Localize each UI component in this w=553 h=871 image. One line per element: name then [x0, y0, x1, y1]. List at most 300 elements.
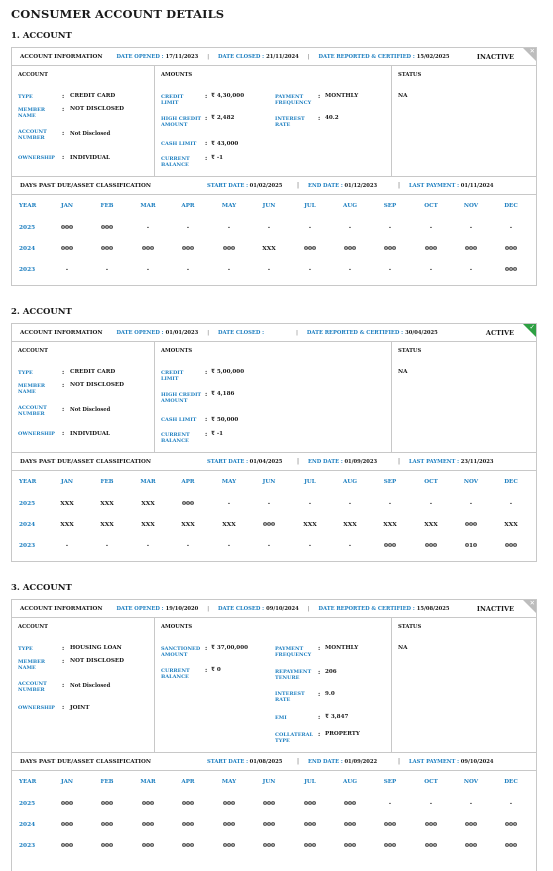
- row-year: 2024: [19, 822, 36, 828]
- dpd-cell: -: [348, 501, 352, 507]
- date-reported-label: DATE REPORTED & CERTIFIED :: [318, 605, 415, 612]
- credit-limit-label: CREDIT LIMIT: [161, 370, 184, 382]
- account-column: [12, 618, 155, 752]
- dpd-cell: -: [469, 225, 473, 231]
- status-value: NA: [398, 645, 408, 651]
- type-label: TYPE: [18, 94, 33, 100]
- account-2-heading: 2. ACCOUNT: [11, 307, 72, 317]
- member-name: NOT DISCLOSED: [70, 658, 125, 664]
- colon: :: [62, 406, 65, 413]
- end-date: 01/12/2023: [344, 183, 378, 189]
- dpd-cell: -: [186, 267, 190, 273]
- amounts-head: AMOUNTS: [161, 72, 193, 78]
- month-header: AUG: [343, 203, 357, 209]
- payment-frequency: MONTHLY: [325, 93, 359, 99]
- dpd-cell: 000: [181, 246, 195, 252]
- dpd-cell: -: [267, 543, 271, 549]
- dpd-cell: 000: [424, 246, 438, 252]
- dpd-cell: -: [348, 543, 352, 549]
- status-badge: INACTIVE: [476, 605, 514, 613]
- credit-limit: ₹ 4,30,000: [211, 93, 245, 99]
- dpd-cell: -: [267, 267, 271, 273]
- dpd-cell: 000: [60, 225, 74, 231]
- type-label: TYPE: [18, 646, 33, 652]
- dpd-title: DAYS PAST DUE/ASSET CLASSIFICATION: [20, 459, 152, 465]
- date-closed-label: DATE CLOSED :: [218, 329, 265, 336]
- payment-frequency-label: PAYMENT FREQUENCY: [275, 646, 312, 658]
- dpd-cell: XXX: [141, 522, 155, 528]
- account-head: ACCOUNT: [18, 72, 48, 78]
- month-header: APR: [181, 479, 195, 485]
- date-opened: 01/01/2023: [165, 329, 199, 336]
- dpd-cell: -: [348, 267, 352, 273]
- start-date-label: START DATE :: [207, 759, 249, 765]
- account-head: ACCOUNT: [18, 348, 48, 354]
- current-balance-label: CURRENT BALANCE: [161, 432, 190, 444]
- dpd-cell: 000: [141, 822, 155, 828]
- month-header: AUG: [343, 479, 357, 485]
- repayment-tenure-label: REPAYMENT TENURE: [275, 669, 312, 681]
- status-value: NA: [398, 93, 408, 99]
- end-date: 01/09/2022: [344, 759, 378, 765]
- status-column: [392, 618, 536, 752]
- colon: :: [62, 93, 65, 100]
- colon: :: [318, 93, 321, 100]
- colon: :: [205, 93, 208, 100]
- date-reported-label: DATE REPORTED & CERTIFIED :: [306, 329, 404, 336]
- row-year: 2025: [19, 501, 36, 507]
- month-header: SEP: [383, 779, 397, 785]
- dpd-cell: 000: [504, 543, 518, 549]
- dpd-cell: XXX: [383, 522, 397, 528]
- row-year: 2023: [19, 843, 36, 849]
- account-details: [12, 342, 536, 453]
- dpd-cell: XXX: [262, 246, 276, 252]
- last-payment: 09/10/2024: [460, 759, 494, 765]
- dpd-cell: 000: [222, 822, 236, 828]
- separator: |: [398, 758, 401, 765]
- account-3-card: [11, 599, 537, 871]
- amounts-column: [155, 66, 392, 176]
- dpd-cell: XXX: [100, 501, 114, 507]
- dpd-cell: -: [186, 225, 190, 231]
- dpd-bar: [12, 753, 536, 771]
- current-balance-label: CURRENT BALANCE: [161, 668, 190, 680]
- start-date-label: START DATE :: [207, 459, 249, 465]
- status-column: [392, 342, 536, 452]
- account-2-card: [11, 323, 537, 562]
- dpd-cell: -: [308, 267, 312, 273]
- start-date: 01/02/2025: [249, 183, 283, 189]
- dpd-cell: 000: [504, 822, 518, 828]
- row-year: 2025: [19, 801, 36, 807]
- status-head: STATUS: [398, 348, 422, 354]
- dpd-cell: 000: [100, 822, 114, 828]
- dpd-cell: 010: [464, 543, 478, 549]
- month-header: JUN: [262, 203, 276, 209]
- separator: |: [296, 329, 298, 336]
- account-number: Not Disclosed: [70, 131, 111, 137]
- high-credit: ₹ 4,186: [211, 391, 235, 397]
- dpd-cell: 000: [262, 822, 276, 828]
- colon: :: [62, 369, 65, 376]
- dpd-cell: 000: [60, 843, 74, 849]
- status-badge: INACTIVE: [476, 53, 514, 61]
- account-info-bar: [12, 324, 536, 342]
- end-date-label: END DATE :: [308, 183, 343, 189]
- separator: |: [398, 182, 401, 189]
- dpd-bar: [12, 453, 536, 471]
- dpd-grid: [12, 195, 536, 285]
- dpd-title: DAYS PAST DUE/ASSET CLASSIFICATION: [20, 183, 152, 189]
- year-header: YEAR: [19, 479, 37, 485]
- account-details: [12, 66, 536, 177]
- member-label: MEMBER NAME: [18, 383, 46, 395]
- amounts-column: [155, 618, 392, 752]
- ownership-label: OWNERSHIP: [18, 705, 55, 711]
- month-header: JUL: [304, 779, 316, 785]
- dpd-cell: 000: [60, 246, 74, 252]
- dpd-cell: 000: [222, 843, 236, 849]
- dpd-cell: -: [65, 267, 69, 273]
- colon: :: [318, 645, 321, 652]
- start-date-label: START DATE :: [207, 183, 249, 189]
- check-icon: ✓: [529, 323, 535, 331]
- last-payment-label: LAST PAYMENT :: [409, 183, 460, 189]
- dpd-cell: XXX: [303, 522, 317, 528]
- close-icon: ✕: [529, 599, 535, 607]
- sanctioned-amount: ₹ 37,00,000: [211, 645, 248, 651]
- dpd-cell: -: [105, 543, 109, 549]
- month-header: MAR: [140, 779, 156, 785]
- member-name: NOT DISCLOSED: [70, 106, 125, 112]
- dpd-cell: -: [146, 267, 150, 273]
- credit-limit-label: CREDIT LIMIT: [161, 94, 184, 106]
- month-header: MAR: [140, 203, 156, 209]
- colon: :: [62, 645, 65, 652]
- interest-rate-label: INTEREST RATE: [275, 116, 305, 128]
- current-balance: ₹ -1: [211, 431, 224, 437]
- ownership: INDIVIDUAL: [70, 155, 110, 161]
- emi: ₹ 3,847: [325, 714, 349, 720]
- dpd-cell: 000: [383, 543, 397, 549]
- date-reported: 30/04/2025: [405, 329, 438, 336]
- amounts-column: [155, 342, 392, 452]
- dpd-cell: -: [388, 501, 392, 507]
- dpd-cell: XXX: [343, 522, 357, 528]
- dpd-cell: 000: [424, 543, 438, 549]
- colon: :: [318, 731, 321, 738]
- end-date-label: END DATE :: [308, 759, 343, 765]
- date-closed: 09/10/2024: [266, 605, 299, 612]
- date-closed: 21/11/2024: [266, 53, 299, 60]
- colon: :: [62, 704, 65, 711]
- month-header: NOV: [463, 203, 479, 209]
- page-title: CONSUMER ACCOUNT DETAILS: [11, 7, 225, 21]
- month-header: MAY: [221, 779, 237, 785]
- account-number: Not Disclosed: [70, 407, 111, 413]
- month-header: AUG: [343, 779, 357, 785]
- colon: :: [62, 682, 65, 689]
- dpd-cell: 000: [303, 822, 317, 828]
- amounts-head: AMOUNTS: [161, 624, 193, 630]
- dpd-cell: -: [227, 267, 231, 273]
- payment-frequency: MONTHLY: [325, 645, 359, 651]
- colon: :: [62, 382, 65, 389]
- month-header: JAN: [60, 203, 74, 209]
- dpd-cell: XXX: [181, 522, 195, 528]
- start-date: 01/04/2025: [249, 459, 283, 465]
- status-badge: ACTIVE: [485, 329, 514, 337]
- month-header: APR: [181, 779, 195, 785]
- ownership: INDIVIDUAL: [70, 431, 110, 437]
- colon: :: [318, 691, 321, 698]
- dpd-cell: -: [227, 501, 231, 507]
- dpd-cell: 000: [343, 822, 357, 828]
- last-payment-label: LAST PAYMENT :: [409, 759, 460, 765]
- dpd-cell: -: [388, 267, 392, 273]
- dpd-cell: -: [388, 225, 392, 231]
- dpd-cell: 000: [383, 843, 397, 849]
- month-header: FEB: [100, 203, 114, 209]
- emi-label: EMI: [275, 715, 287, 721]
- dpd-cell: 000: [343, 843, 357, 849]
- dpd-cell: 000: [222, 801, 236, 807]
- cash-limit-label: CASH LIMIT: [161, 417, 197, 423]
- month-header: DEC: [504, 203, 518, 209]
- collateral-type: PROPERTY: [325, 731, 360, 737]
- date-opened: 19/10/2020: [165, 605, 199, 612]
- dpd-cell: 000: [262, 843, 276, 849]
- dpd-cell: 000: [181, 501, 195, 507]
- amounts-head: AMOUNTS: [161, 348, 193, 354]
- interest-rate-label: INTEREST RATE: [275, 691, 305, 703]
- status-head: STATUS: [398, 624, 422, 630]
- dpd-cell: -: [267, 501, 271, 507]
- month-header: APR: [181, 203, 195, 209]
- dpd-cell: XXX: [141, 501, 155, 507]
- date-opened-label: DATE OPENED :: [116, 329, 164, 336]
- dpd-cell: 000: [141, 843, 155, 849]
- dpd-cell: 000: [383, 246, 397, 252]
- colon: :: [318, 115, 321, 122]
- colon: :: [318, 669, 321, 676]
- month-header: OCT: [424, 203, 438, 209]
- dpd-cell: 000: [262, 522, 276, 528]
- month-header: FEB: [100, 779, 114, 785]
- end-date: 01/09/2023: [344, 459, 378, 465]
- dpd-cell: -: [227, 543, 231, 549]
- date-reported: 15/02/2025: [416, 53, 450, 60]
- current-balance: ₹ 0: [211, 667, 221, 673]
- account-type: CREDIT CARD: [70, 93, 116, 99]
- month-header: JAN: [60, 779, 74, 785]
- repayment-tenure: 206: [325, 669, 337, 675]
- date-closed-label: DATE CLOSED :: [218, 605, 265, 612]
- dpd-cell: -: [429, 501, 433, 507]
- cash-limit-label: CASH LIMIT: [161, 141, 197, 147]
- dpd-cell: 000: [343, 801, 357, 807]
- current-balance-label: CURRENT BALANCE: [161, 156, 190, 168]
- dpd-cell: -: [429, 225, 433, 231]
- colon: :: [205, 369, 208, 376]
- dpd-cell: -: [469, 801, 473, 807]
- separator: |: [207, 329, 210, 336]
- dpd-cell: 000: [60, 822, 74, 828]
- cash-limit: ₹ 50,000: [211, 417, 239, 423]
- credit-limit: ₹ 5,00,000: [211, 369, 245, 375]
- dpd-cell: 000: [181, 801, 195, 807]
- colon: :: [205, 391, 208, 398]
- info-title: ACCOUNT INFORMATION: [20, 53, 103, 60]
- number-label: ACCOUNT NUMBER: [18, 129, 47, 141]
- dpd-cell: -: [509, 801, 513, 807]
- colon: :: [62, 658, 65, 665]
- number-label: ACCOUNT NUMBER: [18, 681, 47, 693]
- account-head: ACCOUNT: [18, 624, 48, 630]
- dpd-cell: XXX: [504, 522, 518, 528]
- date-opened: 17/11/2023: [165, 53, 199, 60]
- month-header: SEP: [383, 479, 397, 485]
- dpd-cell: 000: [303, 246, 317, 252]
- dpd-cell: 000: [343, 246, 357, 252]
- high-credit-label: HIGH CREDIT AMOUNT: [161, 392, 202, 404]
- month-header: JAN: [60, 479, 74, 485]
- high-credit-label: HIGH CREDIT AMOUNT: [161, 116, 202, 128]
- row-year: 2023: [19, 543, 36, 549]
- dpd-cell: 000: [303, 843, 317, 849]
- month-header: OCT: [424, 779, 438, 785]
- account-1-heading: 1. ACCOUNT: [11, 31, 72, 41]
- year-header: YEAR: [19, 779, 37, 785]
- month-header: NOV: [463, 779, 479, 785]
- interest-rate: 9.0: [325, 691, 335, 697]
- separator: |: [307, 53, 310, 60]
- dpd-cell: 000: [262, 801, 276, 807]
- dpd-cell: -: [227, 225, 231, 231]
- cash-limit: ₹ 43,000: [211, 141, 239, 147]
- start-date: 01/08/2025: [249, 759, 283, 765]
- dpd-cell: -: [186, 543, 190, 549]
- month-header: MAY: [221, 479, 237, 485]
- month-header: DEC: [504, 779, 518, 785]
- separator: |: [297, 458, 300, 465]
- dpd-bar: [12, 177, 536, 195]
- dpd-cell: -: [146, 225, 150, 231]
- account-column: [12, 66, 155, 176]
- dpd-cell: 000: [100, 801, 114, 807]
- dpd-cell: -: [429, 267, 433, 273]
- month-header: NOV: [463, 479, 479, 485]
- dpd-cell: 000: [181, 822, 195, 828]
- dpd-cell: 000: [181, 843, 195, 849]
- colon: :: [205, 645, 208, 652]
- high-credit: ₹ 2,482: [211, 115, 235, 121]
- dpd-cell: -: [509, 501, 513, 507]
- dpd-cell: XXX: [100, 522, 114, 528]
- dpd-cell: 000: [464, 822, 478, 828]
- date-opened-label: DATE OPENED :: [116, 53, 164, 60]
- last-payment: 23/11/2023: [460, 459, 494, 465]
- dpd-cell: -: [308, 543, 312, 549]
- colon: :: [205, 115, 208, 122]
- ownership-label: OWNERSHIP: [18, 431, 55, 437]
- separator: |: [398, 458, 401, 465]
- ownership: JOINT: [70, 705, 90, 711]
- month-header: MAY: [221, 203, 237, 209]
- dpd-cell: 000: [504, 246, 518, 252]
- account-number: Not Disclosed: [70, 683, 111, 689]
- dpd-title: DAYS PAST DUE/ASSET CLASSIFICATION: [20, 759, 152, 765]
- dpd-cell: 000: [141, 246, 155, 252]
- colon: :: [62, 106, 65, 113]
- sanctioned-amount-label: SANCTIONED AMOUNT: [161, 646, 201, 658]
- dpd-cell: -: [267, 225, 271, 231]
- dpd-cell: -: [469, 267, 473, 273]
- dpd-cell: -: [308, 501, 312, 507]
- current-balance: ₹ -1: [211, 155, 224, 161]
- member-label: MEMBER NAME: [18, 107, 46, 119]
- month-header: SEP: [383, 203, 397, 209]
- separator: |: [207, 53, 210, 60]
- dpd-cell: -: [509, 225, 513, 231]
- account-column: [12, 342, 155, 452]
- row-year: 2024: [19, 246, 36, 252]
- colon: :: [318, 714, 321, 721]
- date-reported-label: DATE REPORTED & CERTIFIED :: [318, 53, 415, 60]
- account-details: [12, 618, 536, 753]
- dpd-cell: 000: [424, 822, 438, 828]
- separator: |: [297, 758, 300, 765]
- info-title: ACCOUNT INFORMATION: [20, 605, 103, 612]
- month-header: DEC: [504, 479, 518, 485]
- dpd-cell: 000: [100, 246, 114, 252]
- year-header: YEAR: [19, 203, 37, 209]
- dpd-cell: XXX: [60, 522, 74, 528]
- interest-rate: 40.2: [325, 115, 339, 121]
- last-payment: 01/11/2024: [460, 183, 494, 189]
- last-payment-label: LAST PAYMENT :: [409, 459, 460, 465]
- dpd-cell: XXX: [222, 522, 236, 528]
- end-date-label: END DATE :: [308, 459, 343, 465]
- month-header: MAR: [140, 479, 156, 485]
- month-header: JUN: [262, 779, 276, 785]
- dpd-cell: 000: [464, 246, 478, 252]
- payment-frequency-label: PAYMENT FREQUENCY: [275, 94, 312, 106]
- date-opened-label: DATE OPENED :: [116, 605, 164, 612]
- member-name: NOT DISCLOSED: [70, 382, 125, 388]
- dpd-cell: -: [105, 267, 109, 273]
- date-closed-label: DATE CLOSED :: [218, 53, 265, 60]
- row-year: 2024: [19, 522, 36, 528]
- month-header: JUL: [304, 479, 316, 485]
- status-column: [392, 66, 536, 176]
- dpd-cell: -: [469, 501, 473, 507]
- account-type: CREDIT CARD: [70, 369, 116, 375]
- account-type: HOUSING LOAN: [70, 645, 122, 651]
- dpd-cell: 000: [141, 801, 155, 807]
- dpd-cell: 000: [383, 822, 397, 828]
- number-label: ACCOUNT NUMBER: [18, 405, 47, 417]
- dpd-cell: 000: [100, 225, 114, 231]
- date-reported: 15/08/2025: [416, 605, 450, 612]
- dpd-cell: XXX: [424, 522, 438, 528]
- colon: :: [205, 667, 208, 674]
- member-label: MEMBER NAME: [18, 659, 46, 671]
- dpd-cell: -: [388, 801, 392, 807]
- collateral-type-label: COLLATERAL TYPE: [275, 732, 314, 744]
- separator: |: [207, 605, 210, 612]
